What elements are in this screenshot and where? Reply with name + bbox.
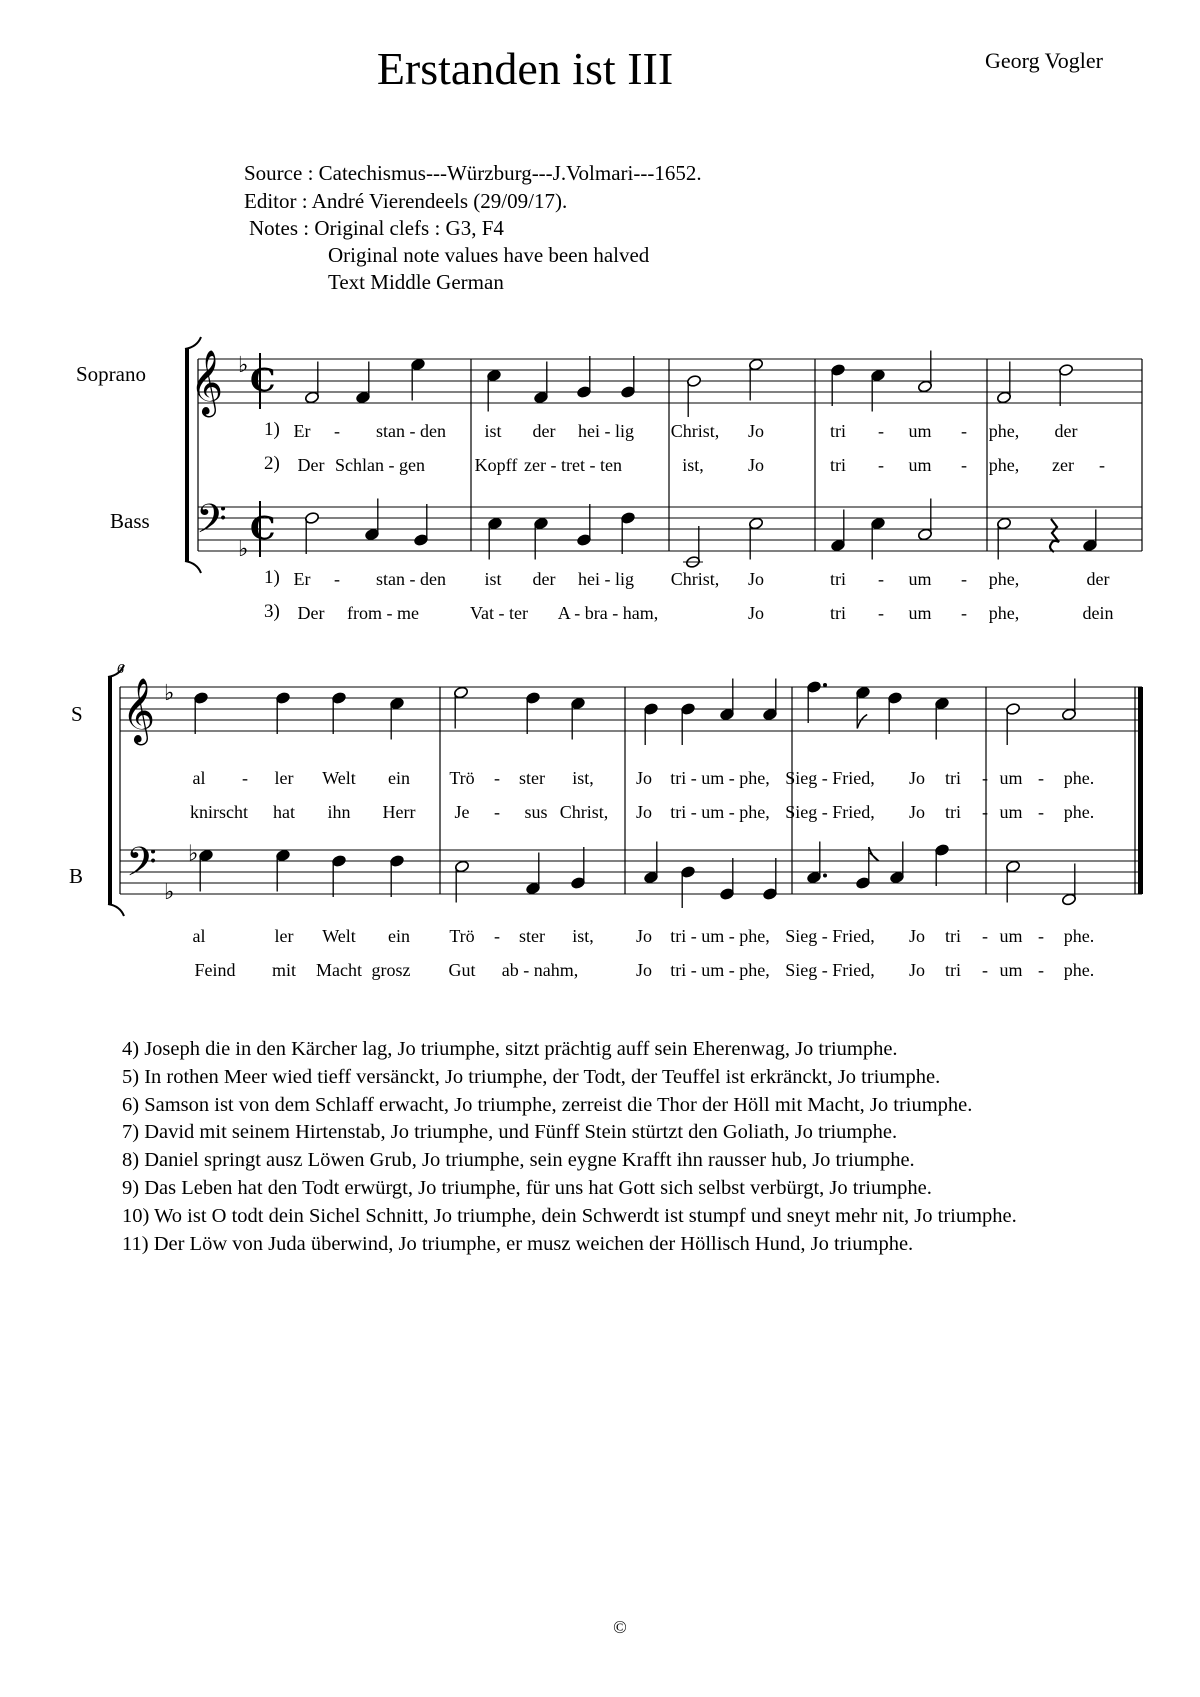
verse-line: 9) Das Leben hat den Todt erwürgt, Jo triumphe, für uns hat Gott sich selbst verbürgt, Jo triumphe.: [122, 1176, 932, 1199]
lyric-syllable: -: [242, 768, 248, 788]
lyric-syllable: zer: [1052, 455, 1074, 475]
lyric-syllable: -: [1038, 960, 1044, 980]
notes-line: Notes : Original clefs : G3, F4: [249, 216, 504, 240]
lyric-syllable: tri - um - phe,: [670, 926, 770, 946]
lyric-syllable: -: [878, 603, 884, 623]
lyric-syllable: ist,: [572, 926, 594, 946]
notes-line-3: Text Middle German: [328, 270, 504, 294]
lyric-syllable: -: [1099, 455, 1105, 475]
lyric-syllable: Jo: [635, 926, 653, 946]
soprano-part-label: Soprano: [76, 362, 146, 386]
lyric-syllable: -: [334, 421, 340, 441]
lyric-syllable: stan - den: [376, 569, 446, 589]
system-bracket: [108, 665, 124, 677]
lyric-syllable: phe,: [988, 421, 1020, 441]
lyric-syllable: -: [961, 421, 967, 441]
lyric-syllable: Schlan - gen: [335, 455, 425, 475]
lyric-syllable: grosz: [371, 960, 411, 980]
editor-line: Editor : André Vierendeels (29/09/17).: [244, 189, 568, 213]
system-bracket: [108, 677, 112, 904]
lyric-syllable: Christ,: [670, 421, 720, 441]
lyric-syllable: ster: [519, 768, 545, 788]
note-flag: [857, 715, 867, 729]
verse-line: 6) Samson ist von dem Schlaff erwacht, Jo triumphe, zerreist die Thor der Höll mit Macht, Jo triumphe.: [122, 1093, 973, 1116]
verse-number: 3): [264, 601, 280, 622]
lyric-syllable: Feind: [194, 960, 236, 980]
lyric-syllable: ein: [388, 768, 410, 788]
system-bracket: [185, 561, 201, 573]
flat-icon: ♭: [238, 537, 249, 562]
lyric-syllable: um: [999, 960, 1023, 980]
lyric-syllable: Jo: [908, 926, 926, 946]
lyric-syllable: ler: [274, 768, 294, 788]
lyric-syllable: der: [1054, 421, 1078, 441]
lyric-syllable: A - bra - ham,: [557, 603, 659, 623]
lyric-syllable: Jo: [747, 569, 765, 589]
lyric-syllable: phe.: [1063, 802, 1095, 822]
lyric-syllable: -: [982, 960, 988, 980]
lyric-syllable: ihn: [327, 802, 351, 822]
treble-clef-icon: 𝄞: [190, 350, 224, 415]
measure-number: 6: [117, 662, 124, 677]
lyric-syllable: Kopff: [474, 455, 518, 475]
lyric-syllable: -: [494, 926, 500, 946]
lyric-syllable: Trö: [449, 926, 475, 946]
note-dot: [823, 683, 827, 687]
lyric-syllable: al: [192, 768, 206, 788]
lyric-syllable: tri: [830, 569, 846, 589]
notes-line-2: Original note values have been halved: [328, 243, 650, 267]
lyric-syllable: -: [982, 802, 988, 822]
lyric-syllable: Welt: [322, 768, 356, 788]
source-line: Source : Catechismus---Würzburg---J.Volmari---1652.: [244, 161, 702, 185]
lyric-syllable: um: [908, 603, 932, 623]
verse-line: 4) Joseph die in den Kärcher lag, Jo triumphe, sitzt prächtig auff sein Eherenwag, Jo triumphe.: [122, 1038, 898, 1060]
lyric-syllable: -: [1038, 926, 1044, 946]
lyric-syllable: ist,: [682, 455, 704, 475]
lyric-syllable: Jo: [635, 802, 653, 822]
lyric-syllable: um: [908, 455, 932, 475]
system-bracket: [185, 349, 189, 561]
lyric-syllable: -: [1038, 802, 1044, 822]
lyric-syllable: -: [878, 421, 884, 441]
lyric-syllable: um: [999, 802, 1023, 822]
lyric-syllable: -: [334, 569, 340, 589]
lyric-syllable: mit: [271, 960, 297, 980]
quarter-rest-icon: [1050, 519, 1059, 552]
lyric-syllable: -: [982, 926, 988, 946]
lyric-syllable: Gut: [448, 960, 476, 980]
copyright-symbol: ©: [613, 1617, 627, 1637]
lyric-syllable: Sieg - Fried,: [785, 926, 875, 946]
lyric-syllable: der: [532, 421, 556, 441]
lyric-syllable: Sieg - Fried,: [785, 802, 875, 822]
lyric-syllable: dein: [1082, 603, 1114, 623]
lyric-syllable: ein: [388, 926, 410, 946]
lyric-syllable: Vat - ter: [470, 603, 528, 623]
lyric-syllable: hei - lig: [578, 421, 634, 441]
lyric-syllable: Herr: [382, 802, 416, 822]
treble-clef-icon: 𝄞: [122, 678, 156, 743]
lyric-syllable: Jo: [747, 455, 765, 475]
verse-number: 2): [264, 453, 280, 474]
lyric-syllable: ler: [274, 926, 294, 946]
lyric-syllable: Macht: [316, 960, 362, 980]
bass-short-label: B: [69, 864, 84, 888]
flat-icon: ♭: [238, 353, 249, 378]
lyric-syllable: -: [494, 768, 500, 788]
lyric-syllable: from - me: [347, 603, 419, 623]
lyric-syllable: Jo: [747, 603, 765, 623]
verse-line: 7) David mit seinem Hirtenstab, Jo triumphe, und Fünff Stein stürtzt den Goliath, Jo triumphe.: [122, 1121, 898, 1144]
lyric-syllable: Der: [297, 603, 325, 623]
lyric-syllable: ab - nahm,: [501, 960, 579, 980]
lyric-syllable: tri: [945, 926, 961, 946]
lyric-syllable: phe,: [988, 603, 1020, 623]
bass-part-label: Bass: [110, 509, 150, 533]
lyric-syllable: tri: [945, 802, 961, 822]
lyric-syllable: tri: [830, 603, 846, 623]
additional-verses: [122, 1036, 1017, 1258]
bass-clef-icon: 𝄢: [196, 496, 227, 552]
lyric-syllable: -: [961, 569, 967, 589]
lyric-syllable: stan - den: [376, 421, 446, 441]
flat-icon: ♭: [164, 681, 175, 706]
lyric-syllable: phe.: [1063, 926, 1095, 946]
lyric-syllable: um: [908, 421, 932, 441]
lyric-syllable: phe.: [1063, 768, 1095, 788]
lyric-syllable: al: [192, 926, 206, 946]
lyric-syllable: -: [961, 603, 967, 623]
lyric-syllable: tri: [830, 455, 846, 475]
lyric-syllable: sus: [524, 802, 548, 822]
soprano-short-label: S: [71, 702, 83, 726]
lyric-syllable: zer - tret - ten: [524, 455, 622, 475]
lyric-syllable: -: [494, 802, 500, 822]
system-bracket: [185, 337, 201, 349]
lyric-syllable: Jo: [908, 960, 926, 980]
lyric-syllable: Jo: [908, 768, 926, 788]
lyric-syllable: -: [878, 569, 884, 589]
lyric-syllable: tri - um - phe,: [670, 768, 770, 788]
lyric-syllable: phe.: [1063, 960, 1095, 980]
cut-time-icon: C: [250, 361, 276, 399]
flat-icon: ♭: [188, 841, 199, 867]
lyric-syllable: tri: [830, 421, 846, 441]
lyric-syllable: -: [982, 768, 988, 788]
verse-line: 5) In rothen Meer wied tieff versänckt, Jo triumphe, der Todt, der Teuffel ist erkränckt, Jo triumphe.: [122, 1065, 941, 1088]
lyric-syllable: ist: [484, 421, 502, 441]
lyric-syllable: Welt: [322, 926, 356, 946]
lyric-syllable: Jo: [908, 802, 926, 822]
system-bracket: [108, 904, 124, 916]
lyric-syllable: Christ,: [559, 802, 609, 822]
lyric-syllable: der: [1086, 569, 1110, 589]
verse-number: 1): [264, 419, 280, 440]
lyric-syllable: ist,: [572, 768, 594, 788]
lyric-syllable: tri - um - phe,: [670, 802, 770, 822]
lyric-syllable: um: [999, 768, 1023, 788]
lyric-syllable: Trö: [449, 768, 475, 788]
verse-line: 11) Der Löw von Juda überwind, Jo triumphe, er musz weichen der Höllisch Hund, Jo triumphe.: [122, 1232, 914, 1255]
bass-clef-icon: 𝄢: [126, 839, 157, 895]
final-barline: [1138, 687, 1143, 894]
verse-line: 10) Wo ist O todt dein Sichel Schnitt, Jo triumphe, dein Schwerdt ist stumpf und sneyt mehr nit, Jo triumphe.: [122, 1204, 1017, 1227]
lyric-syllable: Jo: [635, 768, 653, 788]
verse-line: 8) Daniel springt ausz Löwen Grub, Jo triumphe, sein eygne Krafft ihn rausser hub, Jo triumphe.: [122, 1149, 915, 1172]
verse-number: 1): [264, 567, 280, 588]
lyric-syllable: hat: [273, 802, 295, 822]
lyric-syllable: tri: [945, 960, 961, 980]
lyric-syllable: hei - lig: [578, 569, 634, 589]
lyric-syllable: ist: [484, 569, 502, 589]
flat-icon: ♭: [164, 880, 175, 905]
lyric-syllable: phe,: [988, 455, 1020, 475]
lyric-syllable: Der: [297, 455, 325, 475]
lyric-syllable: tri: [945, 768, 961, 788]
lyric-syllable: Jo: [635, 960, 653, 980]
lyric-syllable: Er: [293, 569, 311, 589]
lyric-syllable: um: [999, 926, 1023, 946]
lyric-syllable: Christ,: [670, 569, 720, 589]
lyric-syllable: phe,: [988, 569, 1020, 589]
lyric-syllable: Sieg - Fried,: [785, 768, 875, 788]
lyric-syllable: Sieg - Fried,: [785, 960, 875, 980]
lyric-syllable: tri - um - phe,: [670, 960, 770, 980]
page-title: Erstanden ist III: [376, 43, 674, 94]
note-dot: [823, 874, 827, 878]
composer-name: Georg Vogler: [985, 48, 1103, 73]
lyric-syllable: ster: [519, 926, 545, 946]
lyric-syllable: der: [532, 569, 556, 589]
lyric-syllable: Jo: [747, 421, 765, 441]
lyric-syllable: um: [908, 569, 932, 589]
lyric-syllable: -: [878, 455, 884, 475]
lyric-syllable: Er: [293, 421, 311, 441]
note-flag: [869, 847, 879, 861]
lyric-syllable: -: [1038, 768, 1044, 788]
lyric-syllable: -: [961, 455, 967, 475]
lyric-syllable: knirscht: [190, 802, 248, 822]
lyric-syllable: Je: [454, 802, 470, 822]
cut-time-icon: C: [250, 509, 276, 547]
